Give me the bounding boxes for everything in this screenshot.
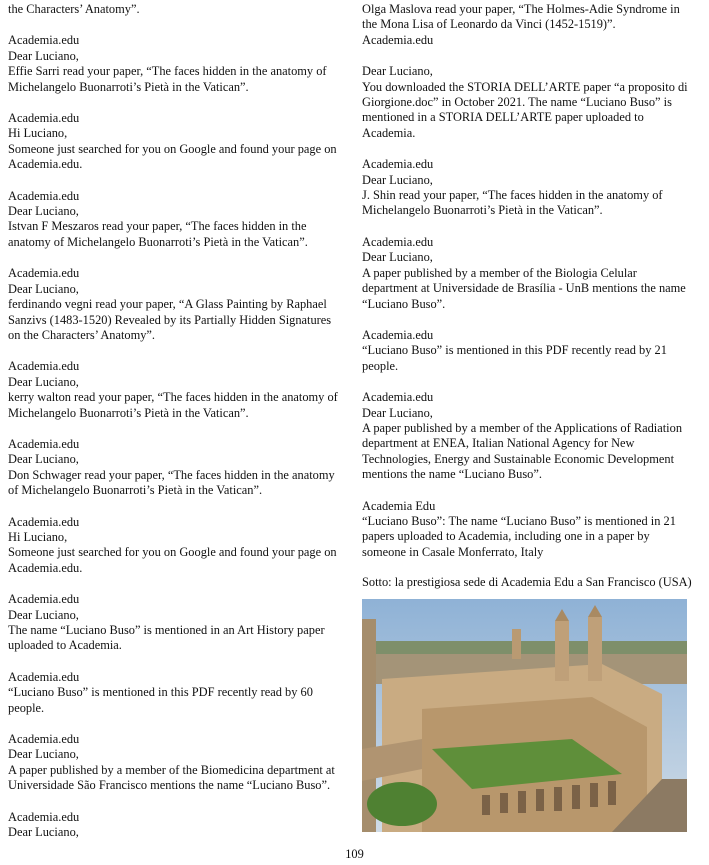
- entry-line: Effie Sarri read your paper, “The faces hidden in the anatomy of Michelangelo Buonarroti’s Pietà in the Vatican”.: [8, 64, 327, 94]
- entry-line: You downloaded the STORIA DELL’ARTE paper “a proposito di Giorgione.doc” in October 2021. The name “Luciano Buso” is mentioned in a STORIA DELL’ARTE paper uploaded to Academia.: [362, 79, 688, 140]
- entry-line: Dear Luciano,: [8, 452, 79, 467]
- distant-tower: [512, 629, 521, 659]
- entry-line: “Luciano Buso”: The name “Luciano Buso” is mentioned in 21 papers uploaded to Academia, including one in a paper by someone in Casale Monferrato, Italy: [362, 513, 676, 559]
- entry-line: Academia.edu: [8, 669, 80, 684]
- entry-line: Someone just searched for you on Google and found your page on Academia.edu.: [8, 545, 337, 575]
- notification-entry: [362, 64, 688, 141]
- entry-line: A paper published by a member of the Biologia Celular department at Universidade de Brasília - UnB mentions the name “Luciano Buso”.: [362, 265, 686, 311]
- notification-entry: [8, 33, 340, 95]
- entry-line: Istvan F Meszaros read your paper, “The faces hidden in the anatomy of Michelangelo Buonarroti’s Pietà in the Vatican”.: [8, 219, 308, 249]
- entry-line: Dear Luciano,: [8, 281, 79, 296]
- entry-line: Dear Luciano,: [8, 48, 79, 63]
- notification-entry: [362, 390, 688, 482]
- entry-line: Academia.edu: [362, 390, 434, 405]
- entry-line: Academia.edu: [8, 188, 80, 203]
- entry-line: Dear Luciano,: [362, 64, 433, 79]
- entry-line: “Luciano Buso” is mentioned in this PDF recently read by 21 people.: [362, 343, 667, 373]
- entry-line: A paper published by a member of the Applications of Radiation department at ENEA, Italian National Agency for New Technologies, Energy and Sustainable Economic Development mentions the name “Luciano Buso”.: [362, 420, 683, 482]
- entry-line: Academia.edu: [8, 592, 80, 607]
- entry-line: Olga Maslova read your paper, “The Holmes-Adie Syndrome in the Mona Lisa of Leonardo da Vinci (1452-1519)”.: [362, 2, 680, 32]
- campus-photo-illustration: [362, 599, 687, 832]
- entry-line: Don Schwager read your paper, “The faces hidden in the anatomy of Michelangelo Buonarroti’s Pietà in the Vatican”.: [8, 467, 335, 498]
- entry-line: Academia Edu: [362, 498, 436, 513]
- notification-entry: [8, 359, 340, 421]
- notification-entry: [8, 2, 340, 17]
- entry-line: Hi Luciano,: [8, 126, 68, 141]
- entry-line: Dear Luciano,: [8, 825, 79, 840]
- notification-entry: [8, 810, 340, 841]
- campus-photo: [362, 599, 687, 832]
- notification-entry: [8, 111, 340, 173]
- entry-line: Academia.edu: [362, 157, 434, 172]
- entry-line: Dear Luciano,: [362, 405, 433, 420]
- entry-line: Dear Luciano,: [8, 204, 79, 219]
- notification-entry: [362, 235, 688, 312]
- notification-entry: [362, 499, 688, 561]
- entry-line: Academia.edu: [362, 234, 434, 249]
- entry-line: Academia.edu: [8, 266, 80, 281]
- notification-entry: [8, 592, 340, 654]
- entry-line: J. Shin read your paper, “The faces hidden in the anatomy of Michelangelo Buonarroti’s Pietà in the Vatican”.: [362, 188, 663, 218]
- notification-entry: [362, 157, 688, 219]
- entry-line: Dear Luciano,: [8, 374, 79, 389]
- notification-entry: [362, 2, 688, 48]
- notification-entry: [362, 328, 688, 374]
- entry-line: Dear Luciano,: [8, 607, 79, 622]
- entry-line: Academia.edu: [362, 32, 434, 47]
- entry-line: Academia.edu: [362, 327, 434, 342]
- entry-line: Someone just searched for you on Google and found your page on Academia.edu.: [8, 141, 337, 172]
- entry-line: Academia.edu: [8, 809, 80, 824]
- entry-line: Dear Luciano,: [8, 747, 79, 762]
- notification-entry: [8, 515, 340, 577]
- twin-tower-left: [555, 621, 569, 681]
- entry-line: the Characters’ Anatomy”.: [8, 2, 140, 16]
- entry-line: Academia.edu: [8, 33, 80, 48]
- notification-entry: [8, 670, 340, 716]
- entry-line: ferdinando vegni read your paper, “A Glass Painting by Raphael Sanzivs (1483-1520) Revealed by its Partially Hidden Signatures on the Characters’ Anatomy”.: [8, 297, 332, 342]
- entry-line: “Luciano Buso” is mentioned in this PDF recently read by 60 people.: [8, 685, 313, 715]
- entry-line: Academia.edu: [8, 514, 80, 529]
- photo-caption: Sotto: la prestigiosa sede di Academia Edu a San Francisco (USA): [362, 575, 692, 589]
- notification-entry: [8, 732, 340, 794]
- entry-line: Academia.edu: [8, 111, 80, 126]
- entry-line: kerry walton read your paper, “The faces hidden in the anatomy of Michelangelo Buonarroti’s Pietà in the Vatican”.: [8, 390, 338, 420]
- left-column: [8, 2, 340, 856]
- right-column: [362, 2, 688, 576]
- entry-line: Academia.edu: [8, 359, 80, 374]
- entry-line: Academia.edu: [8, 732, 80, 747]
- entry-line: Dear Luciano,: [362, 172, 433, 187]
- lawn-circle: [367, 782, 437, 826]
- entry-line: Hi Luciano,: [8, 529, 68, 544]
- notification-entry: [8, 266, 340, 343]
- entry-line: A paper published by a member of the Biomedicina department at Universidade São Francisco mentions the name “Luciano Buso”.: [8, 762, 335, 793]
- entry-line: Dear Luciano,: [362, 250, 433, 265]
- page-number: 109: [345, 847, 364, 861]
- entry-line: The name “Luciano Buso” is mentioned in an Art History paper uploaded to Academia.: [8, 623, 325, 653]
- entry-line: Academia.edu: [8, 436, 80, 451]
- notification-entry: [8, 437, 340, 499]
- twin-tower-right: [588, 617, 602, 681]
- notification-entry: [8, 189, 340, 251]
